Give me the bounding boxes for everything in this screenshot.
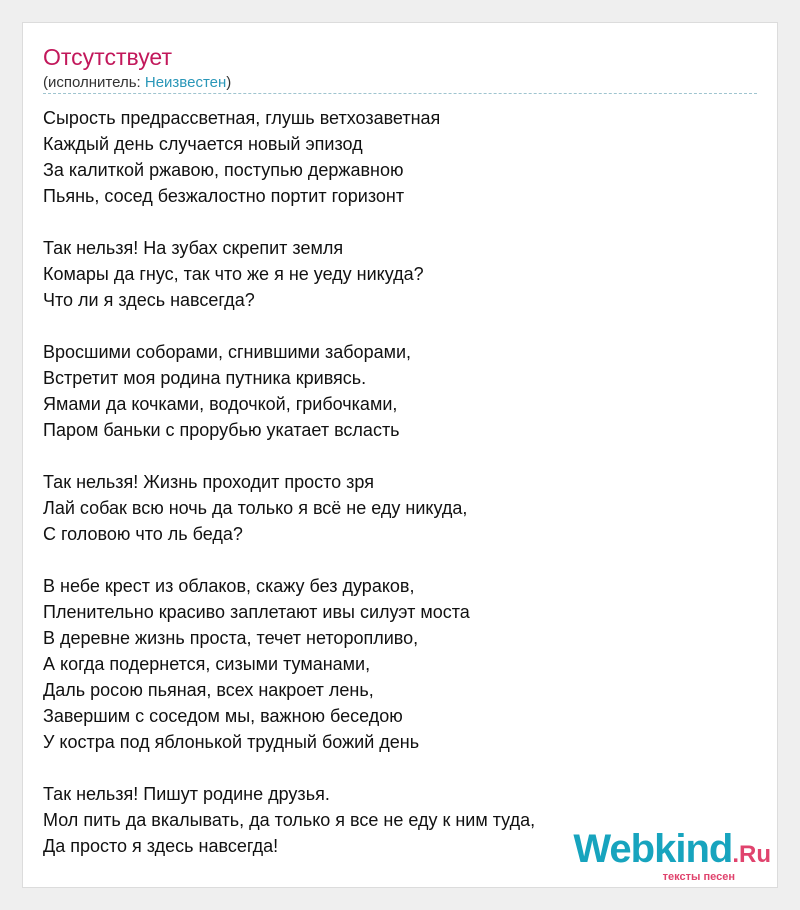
- lyric-line: Мол пить да вкалывать, да только я все не еду к ним туда,: [43, 810, 536, 830]
- lyrics-card: [22, 22, 778, 888]
- logo-tagline: тексты песен: [662, 871, 735, 883]
- lyric-line: Вросшими соборами, сгнившими заборами,: [43, 342, 412, 362]
- stanza-gap: [43, 443, 759, 469]
- lyric-line: Паром баньки с прорубью укатает всласть: [43, 420, 400, 440]
- lyric-line: Завершим с соседом мы, важною беседою: [43, 706, 403, 726]
- lyric-line: Так нельзя! Жизнь проходит просто зря: [43, 472, 374, 492]
- lyric-line: Лай собак всю ночь да только я всё не еду никуда,: [43, 498, 468, 518]
- lyric-line: С головою что ль беда?: [43, 524, 243, 544]
- lyric-line: А когда подернется, сизыми туманами,: [43, 654, 371, 674]
- stanza-gap: [43, 209, 759, 235]
- lyric-line: В деревне жизнь проста, течет неторопливо,: [43, 628, 419, 648]
- lyric-line: У костра под яблонькой трудный божий день: [43, 732, 420, 752]
- lyric-line: Встретит моя родина путника кривясь.: [43, 368, 367, 388]
- lyrics-text: [43, 105, 759, 859]
- lyric-line: В небе крест из облаков, скажу без дураков,: [43, 576, 415, 596]
- lyric-line: Ямами да кочками, водочкой, грибочками,: [43, 394, 398, 414]
- lyric-line: Да просто я здесь навсегда!: [43, 836, 279, 856]
- stanza-gap: [43, 313, 759, 339]
- lyric-line: Пленительно красиво заплетают ивы силуэт моста: [43, 602, 470, 622]
- artist-suffix: ): [226, 74, 232, 91]
- lyric-line: Пьянь, сосед безжалостно портит горизонт: [43, 186, 405, 206]
- stanza-gap: [43, 755, 759, 781]
- lyric-line: Комары да гнус, так что же я не уеду никуда?: [43, 264, 424, 284]
- lyric-line: Сырость предрассветная, глушь ветхозаветная: [43, 108, 441, 128]
- lyric-line: Каждый день случается новый эпизод: [43, 134, 363, 154]
- artist-prefix: (исполнитель:: [43, 74, 145, 91]
- artist-link[interactable]: Неизвестен: [144, 74, 227, 91]
- logo-name: Webkind: [573, 827, 733, 871]
- webkind-logo[interactable]: [573, 829, 771, 883]
- stanza-gap: [43, 547, 759, 573]
- song-title: Отсутствует: [43, 44, 172, 70]
- lyric-line: За калиткой ржавою, поступью державною: [43, 160, 404, 180]
- header-divider: [43, 93, 757, 94]
- lyric-line: Так нельзя! На зубах скрепит земля: [43, 238, 344, 258]
- lyric-line: Так нельзя! Пишут родине друзья.: [43, 784, 330, 804]
- lyric-line: Даль росою пьяная, всех накроет лень,: [43, 680, 374, 700]
- lyric-line: Что ли я здесь навсегда?: [43, 290, 255, 310]
- artist-line: [43, 73, 231, 93]
- logo-wordmark: [573, 829, 771, 875]
- logo-tld: .Ru: [732, 841, 771, 868]
